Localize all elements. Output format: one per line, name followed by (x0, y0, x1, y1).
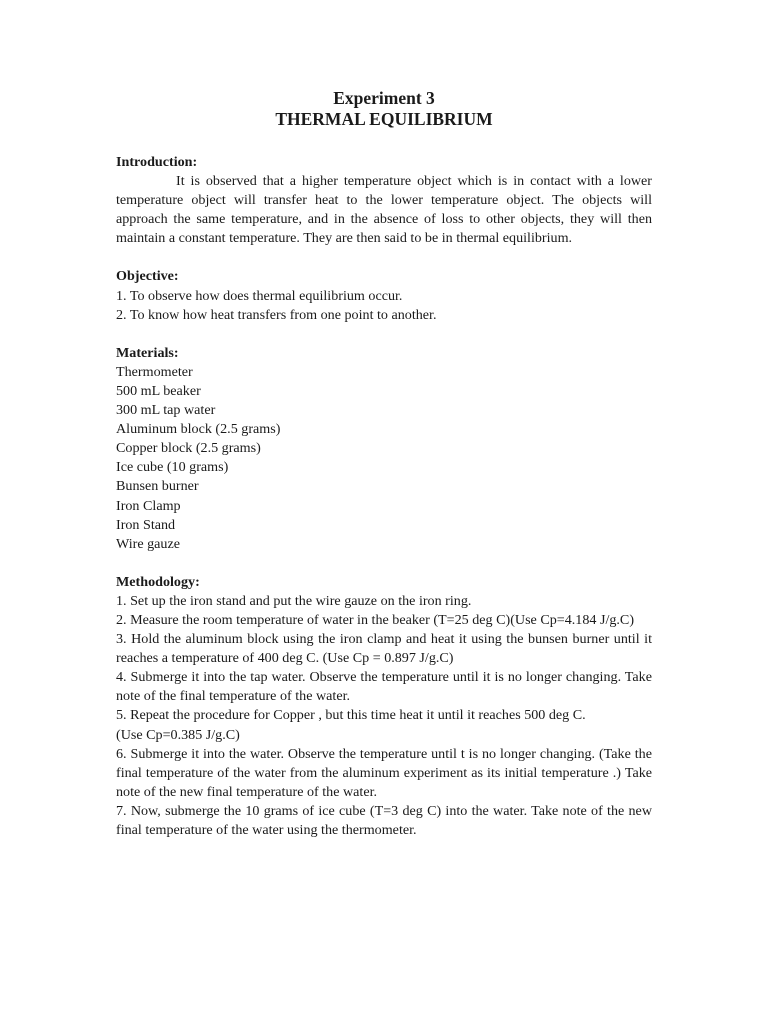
experiment-title: THERMAL EQUILIBRIUM (275, 109, 493, 129)
document-title (116, 88, 652, 130)
material-item: 300 mL tap water (116, 402, 216, 419)
material-item: Ice cube (10 grams) (116, 459, 229, 476)
methodology-step: 3. Hold the aluminum block using the iron clamp and heat it using the bunsen burner until it reaches a temperature of 400 deg C. (Use Cp = 0.897 J/g.C) (116, 631, 652, 667)
methodology-step: 5. Repeat the procedure for Copper , but this time heat it until it reaches 500 deg C. (116, 707, 586, 724)
objective-section (116, 267, 652, 324)
methodology-step: (Use Cp=0.385 J/g.C) (116, 726, 240, 743)
introduction-heading: Introduction: (116, 154, 198, 170)
methodology-step: 6. Submerge it into the water. Observe the temperature until t is no longer changing. (Take the final temperature of the water from the aluminum experiment as its initial temperature .) Take note of the new final temperature of the water. (116, 745, 652, 800)
objective-heading: Objective: (116, 268, 179, 285)
material-item: Copper block (2.5 grams) (116, 440, 261, 457)
material-item: Bunsen burner (116, 478, 199, 495)
material-item: Aluminum block (2.5 grams) (116, 421, 281, 438)
materials-section (116, 344, 652, 554)
methodology-step: 1. Set up the iron stand and put the wire gauze on the iron ring. (116, 592, 472, 609)
material-item: Wire gauze (116, 535, 180, 552)
methodology-step: 4. Submerge it into the tap water. Observe the temperature until it is no longer changing. Take note of the final temperature of the water. (116, 669, 652, 705)
methodology-step: 7. Now, submerge the 10 grams of ice cube (T=3 deg C) into the water. Take note of the new final temperature of the water using the thermometer. (116, 802, 652, 838)
methodology-heading: Methodology: (116, 573, 200, 590)
objective-item: 1. To observe how does thermal equilibrium occur. (116, 287, 403, 304)
objective-item: 2. To know how heat transfers from one point to another. (116, 306, 437, 323)
introduction-section (116, 153, 652, 248)
document-body (116, 88, 652, 859)
methodology-section (116, 573, 652, 840)
experiment-number: Experiment 3 (333, 88, 435, 108)
material-item: Iron Clamp (116, 497, 181, 514)
introduction-paragraph: It is observed that a higher temperature object which is in contact with a lower temperature object will transfer heat to the lower temperature object. The objects will approach the same temperature, and in the absence of loss to other objects, they will then maintain a constant temperature. They are then said to be in thermal equilibrium. (116, 173, 652, 247)
materials-heading: Materials: (116, 344, 179, 361)
material-item: Iron Stand (116, 516, 176, 533)
material-item: Thermometer (116, 363, 193, 380)
material-item: 500 mL beaker (116, 382, 201, 399)
methodology-step: 2. Measure the room temperature of water in the beaker (T=25 deg C)(Use Cp=4.184 J/g.C) (116, 611, 635, 628)
